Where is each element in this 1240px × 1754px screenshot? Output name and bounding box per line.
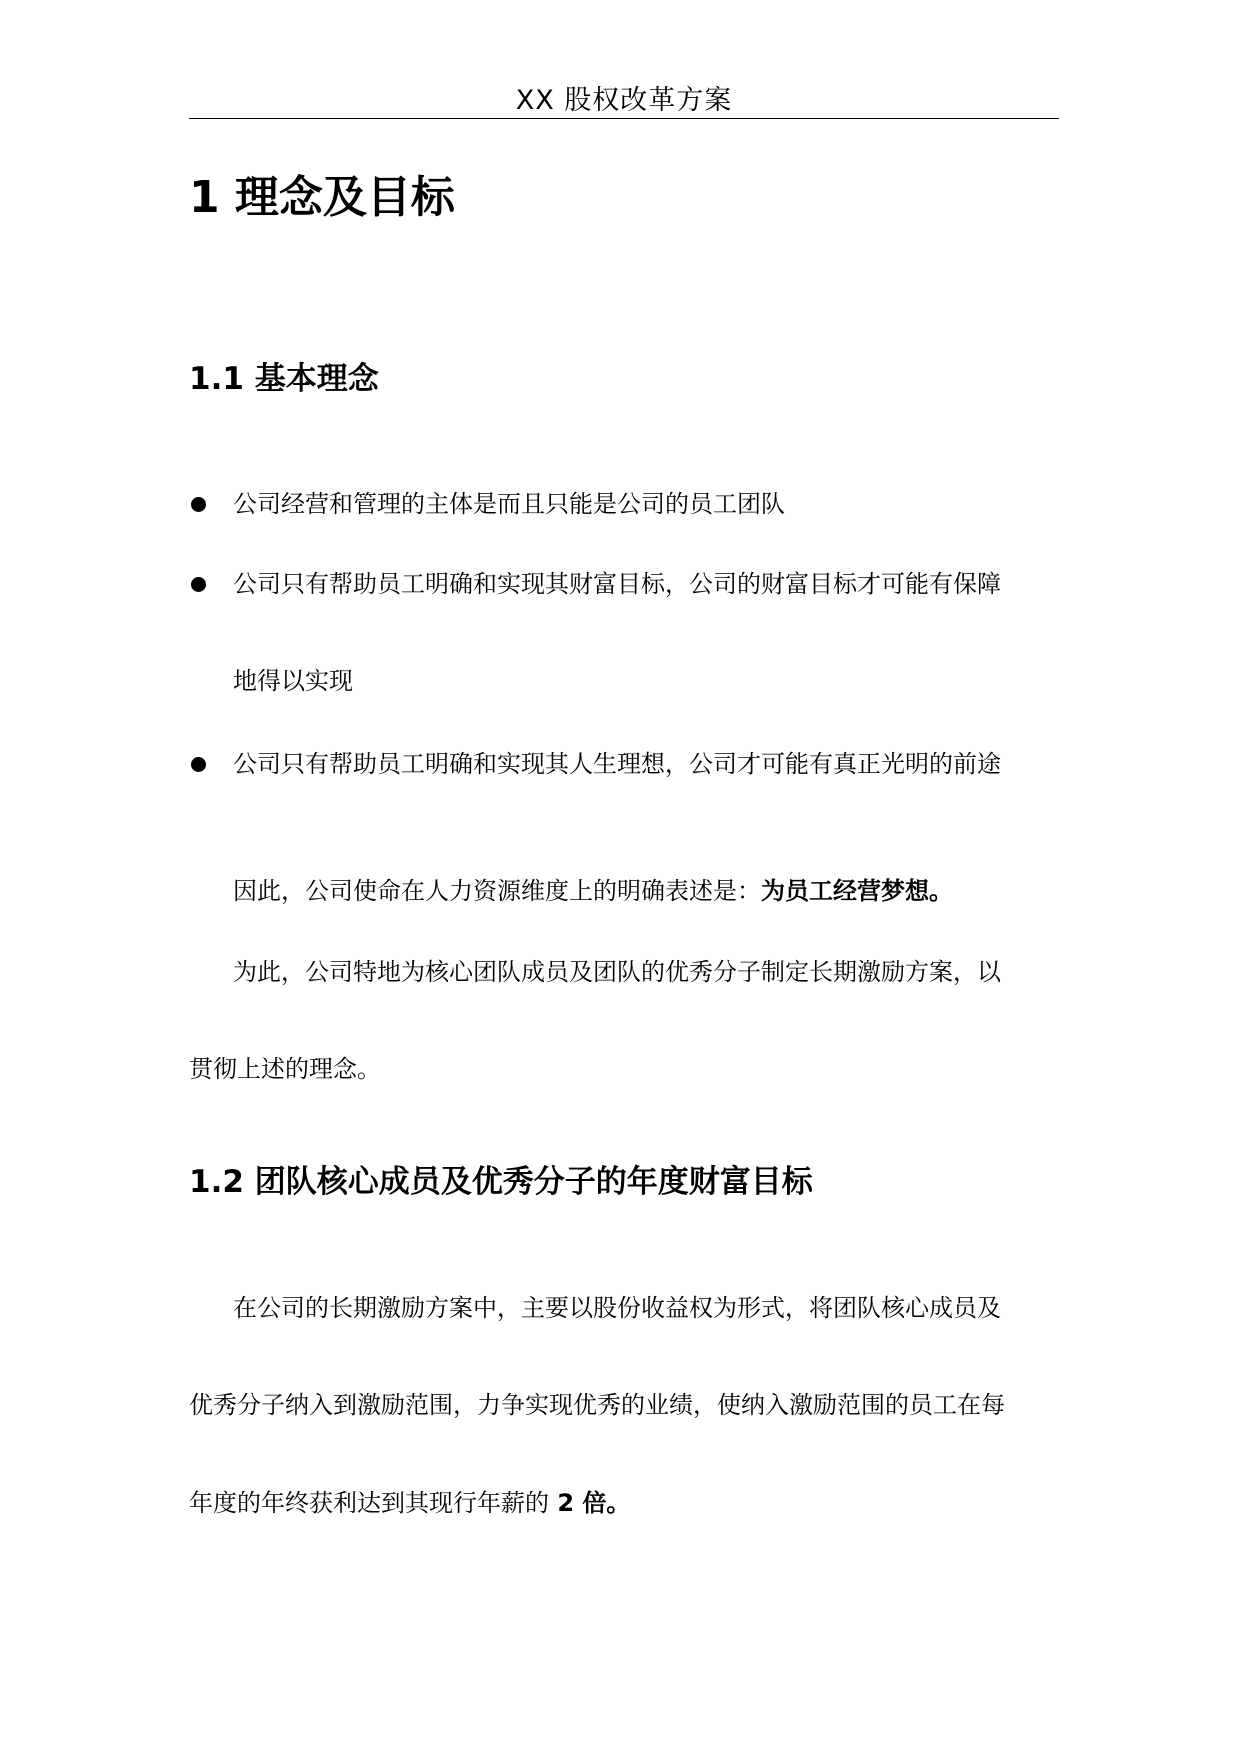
incentive-paragraph-line-1: 为此，公司特地为核心团队成员及团队的优秀分子制定长期激励方案，以 bbox=[233, 958, 1001, 986]
page-header bbox=[189, 84, 1059, 119]
wealth-goal-multiplier: 2 倍。 bbox=[549, 1489, 631, 1517]
wealth-goal-prefix: 年度的年终获利达到其现行年薪的 bbox=[189, 1489, 549, 1517]
mission-statement: 为员工经营梦想。 bbox=[761, 877, 953, 905]
bullet-dot-icon bbox=[191, 757, 206, 772]
header-title: XX 股权改革方案 bbox=[515, 85, 733, 116]
bullet-dot-icon bbox=[191, 497, 206, 512]
mission-paragraph bbox=[233, 873, 953, 909]
wealth-goal-paragraph-line-1: 在公司的长期激励方案中，主要以股份收益权为形式，将团队核心成员及 bbox=[233, 1294, 1001, 1322]
section-1-1-heading: 1.1 基本理念 bbox=[189, 361, 379, 397]
incentive-paragraph-line-2: 贯彻上述的理念。 bbox=[189, 1055, 381, 1083]
wealth-goal-paragraph-line-2: 优秀分子纳入到激励范围，力争实现优秀的业绩，使纳入激励范围的员工在每 bbox=[189, 1391, 1005, 1419]
wealth-goal-paragraph-line-3 bbox=[189, 1485, 630, 1521]
bullet-dot-icon bbox=[191, 577, 206, 592]
bullet-item-2-line-2: 地得以实现 bbox=[233, 667, 353, 695]
bullet-item-3: 公司只有帮助员工明确和实现其人生理想，公司才可能有真正光明的前途 bbox=[233, 750, 1001, 778]
mission-prefix: 因此，公司使命在人力资源维度上的明确表述是： bbox=[233, 877, 761, 905]
bullet-item-2-line-1: 公司只有帮助员工明确和实现其财富目标，公司的财富目标才可能有保障 bbox=[233, 570, 1001, 598]
bullet-item-1: 公司经营和管理的主体是而且只能是公司的员工团队 bbox=[233, 490, 785, 518]
section-1-2-heading: 1.2 团队核心成员及优秀分子的年度财富目标 bbox=[189, 1164, 813, 1200]
section-1-heading: 1 理念及目标 bbox=[189, 172, 455, 223]
